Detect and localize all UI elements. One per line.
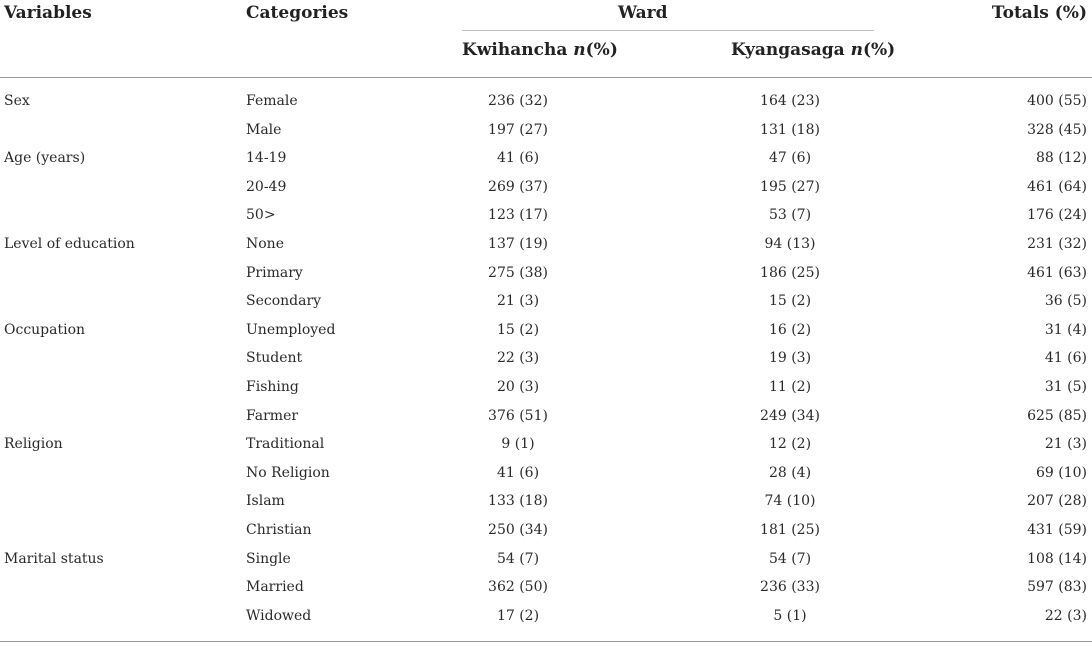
row-kyangasaga: 74 (10) xyxy=(764,493,816,510)
row-variable: Religion xyxy=(4,436,63,453)
row-variable: Age (years) xyxy=(4,150,86,167)
row-variable: Marital status xyxy=(4,550,104,567)
row-kwihancha: 362 (50) xyxy=(488,579,548,596)
row-variable: Sex xyxy=(4,93,30,109)
row-kyangasaga: 47 (6) xyxy=(768,150,812,167)
row-kyangasaga: 195 (27) xyxy=(760,178,820,195)
row-kwihancha: 269 (37) xyxy=(488,178,548,195)
row-kyangasaga: 11 (2) xyxy=(768,379,812,395)
row-kyangasaga: 16 (2) xyxy=(768,321,812,338)
row-category: Secondary xyxy=(246,293,322,310)
row-total: 31 (5) xyxy=(1044,379,1087,395)
row-kwihancha: 133 (18) xyxy=(488,493,548,510)
row-kwihancha: 275 (38) xyxy=(488,264,548,281)
row-category: Islam xyxy=(246,493,285,510)
header-categories: Categories xyxy=(246,3,349,23)
header-totals: Totals (%) xyxy=(991,3,1087,23)
row-kwihancha: 123 (17) xyxy=(488,207,548,224)
row-total: 625 (85) xyxy=(1027,407,1087,424)
row-kwihancha: 250 (34) xyxy=(488,522,548,538)
bottom-rule xyxy=(0,641,1092,642)
row-kwihancha: 15 (2) xyxy=(496,321,540,338)
row-total: 22 (3) xyxy=(1044,607,1087,624)
row-total: 207 (28) xyxy=(1027,493,1087,510)
row-category: Primary xyxy=(246,264,303,281)
row-kyangasaga: 5 (1) xyxy=(773,607,807,624)
header-variables: Variables xyxy=(4,3,92,23)
header-kyangasaga: Kyangasaga n(%) xyxy=(731,40,896,60)
row-category: Widowed xyxy=(246,607,312,624)
row-category: Farmer xyxy=(246,407,299,424)
row-kyangasaga: 181 (25) xyxy=(760,522,820,538)
row-kyangasaga: 131 (18) xyxy=(760,121,820,138)
row-total: 88 (12) xyxy=(1035,150,1087,167)
header-rule xyxy=(0,77,1092,78)
header-ward: Ward xyxy=(618,3,668,23)
row-kwihancha: 17 (2) xyxy=(496,607,540,624)
row-total: 31 (4) xyxy=(1044,321,1087,338)
row-category: Single xyxy=(246,550,291,567)
row-category: Unemployed xyxy=(246,321,336,338)
row-kwihancha: 20 (3) xyxy=(496,379,540,395)
row-total: 69 (10) xyxy=(1035,464,1087,481)
row-kyangasaga: 12 (2) xyxy=(768,436,812,453)
row-kyangasaga: 186 (25) xyxy=(760,264,820,281)
row-kyangasaga: 28 (4) xyxy=(768,464,812,481)
row-total: 597 (83) xyxy=(1027,579,1087,596)
row-total: 431 (59) xyxy=(1027,522,1087,538)
row-variable: Level of education xyxy=(4,236,135,252)
row-kwihancha: 22 (3) xyxy=(496,350,540,367)
row-kwihancha: 54 (7) xyxy=(496,550,540,567)
row-category: Fishing xyxy=(246,379,299,395)
row-kyangasaga: 164 (23) xyxy=(760,93,820,109)
row-category: Traditional xyxy=(246,436,325,453)
row-total: 231 (32) xyxy=(1027,236,1087,252)
row-total: 36 (5) xyxy=(1044,293,1087,310)
row-kyangasaga: 236 (33) xyxy=(760,579,820,596)
row-total: 41 (6) xyxy=(1044,350,1087,367)
row-total: 21 (3) xyxy=(1044,436,1087,453)
row-category: Student xyxy=(246,350,303,367)
row-total: 461 (64) xyxy=(1027,178,1087,195)
row-category: Christian xyxy=(246,522,312,538)
row-kyangasaga: 249 (34) xyxy=(760,407,820,424)
header-kwihancha: Kwihancha n(%) xyxy=(462,40,618,60)
row-kwihancha: 376 (51) xyxy=(488,407,548,424)
row-kwihancha: 41 (6) xyxy=(496,464,540,481)
row-kyangasaga: 19 (3) xyxy=(768,350,812,367)
ward-underline xyxy=(462,30,874,31)
row-kyangasaga: 54 (7) xyxy=(768,550,812,567)
row-kyangasaga: 94 (13) xyxy=(764,236,816,252)
row-kwihancha: 137 (19) xyxy=(488,236,548,252)
row-kwihancha: 197 (27) xyxy=(488,121,548,138)
row-kwihancha: 41 (6) xyxy=(496,150,540,167)
row-category: Female xyxy=(246,93,298,109)
row-category: No Religion xyxy=(246,464,330,481)
row-total: 400 (55) xyxy=(1027,93,1087,109)
row-category: 50> xyxy=(246,207,276,224)
row-category: None xyxy=(246,236,284,252)
row-total: 176 (24) xyxy=(1027,207,1087,224)
row-kwihancha: 9 (1) xyxy=(501,436,535,453)
row-kwihancha: 236 (32) xyxy=(488,93,548,109)
row-kwihancha: 21 (3) xyxy=(496,293,540,310)
row-total: 328 (45) xyxy=(1027,121,1087,138)
row-kyangasaga: 53 (7) xyxy=(768,207,812,224)
row-kyangasaga: 15 (2) xyxy=(768,293,812,310)
row-variable: Occupation xyxy=(4,321,86,338)
row-category: 14-19 xyxy=(246,150,287,167)
row-category: 20-49 xyxy=(246,178,287,195)
row-total: 108 (14) xyxy=(1027,550,1087,567)
row-total: 461 (63) xyxy=(1027,264,1087,281)
row-category: Married xyxy=(246,579,304,596)
row-category: Male xyxy=(246,121,282,138)
